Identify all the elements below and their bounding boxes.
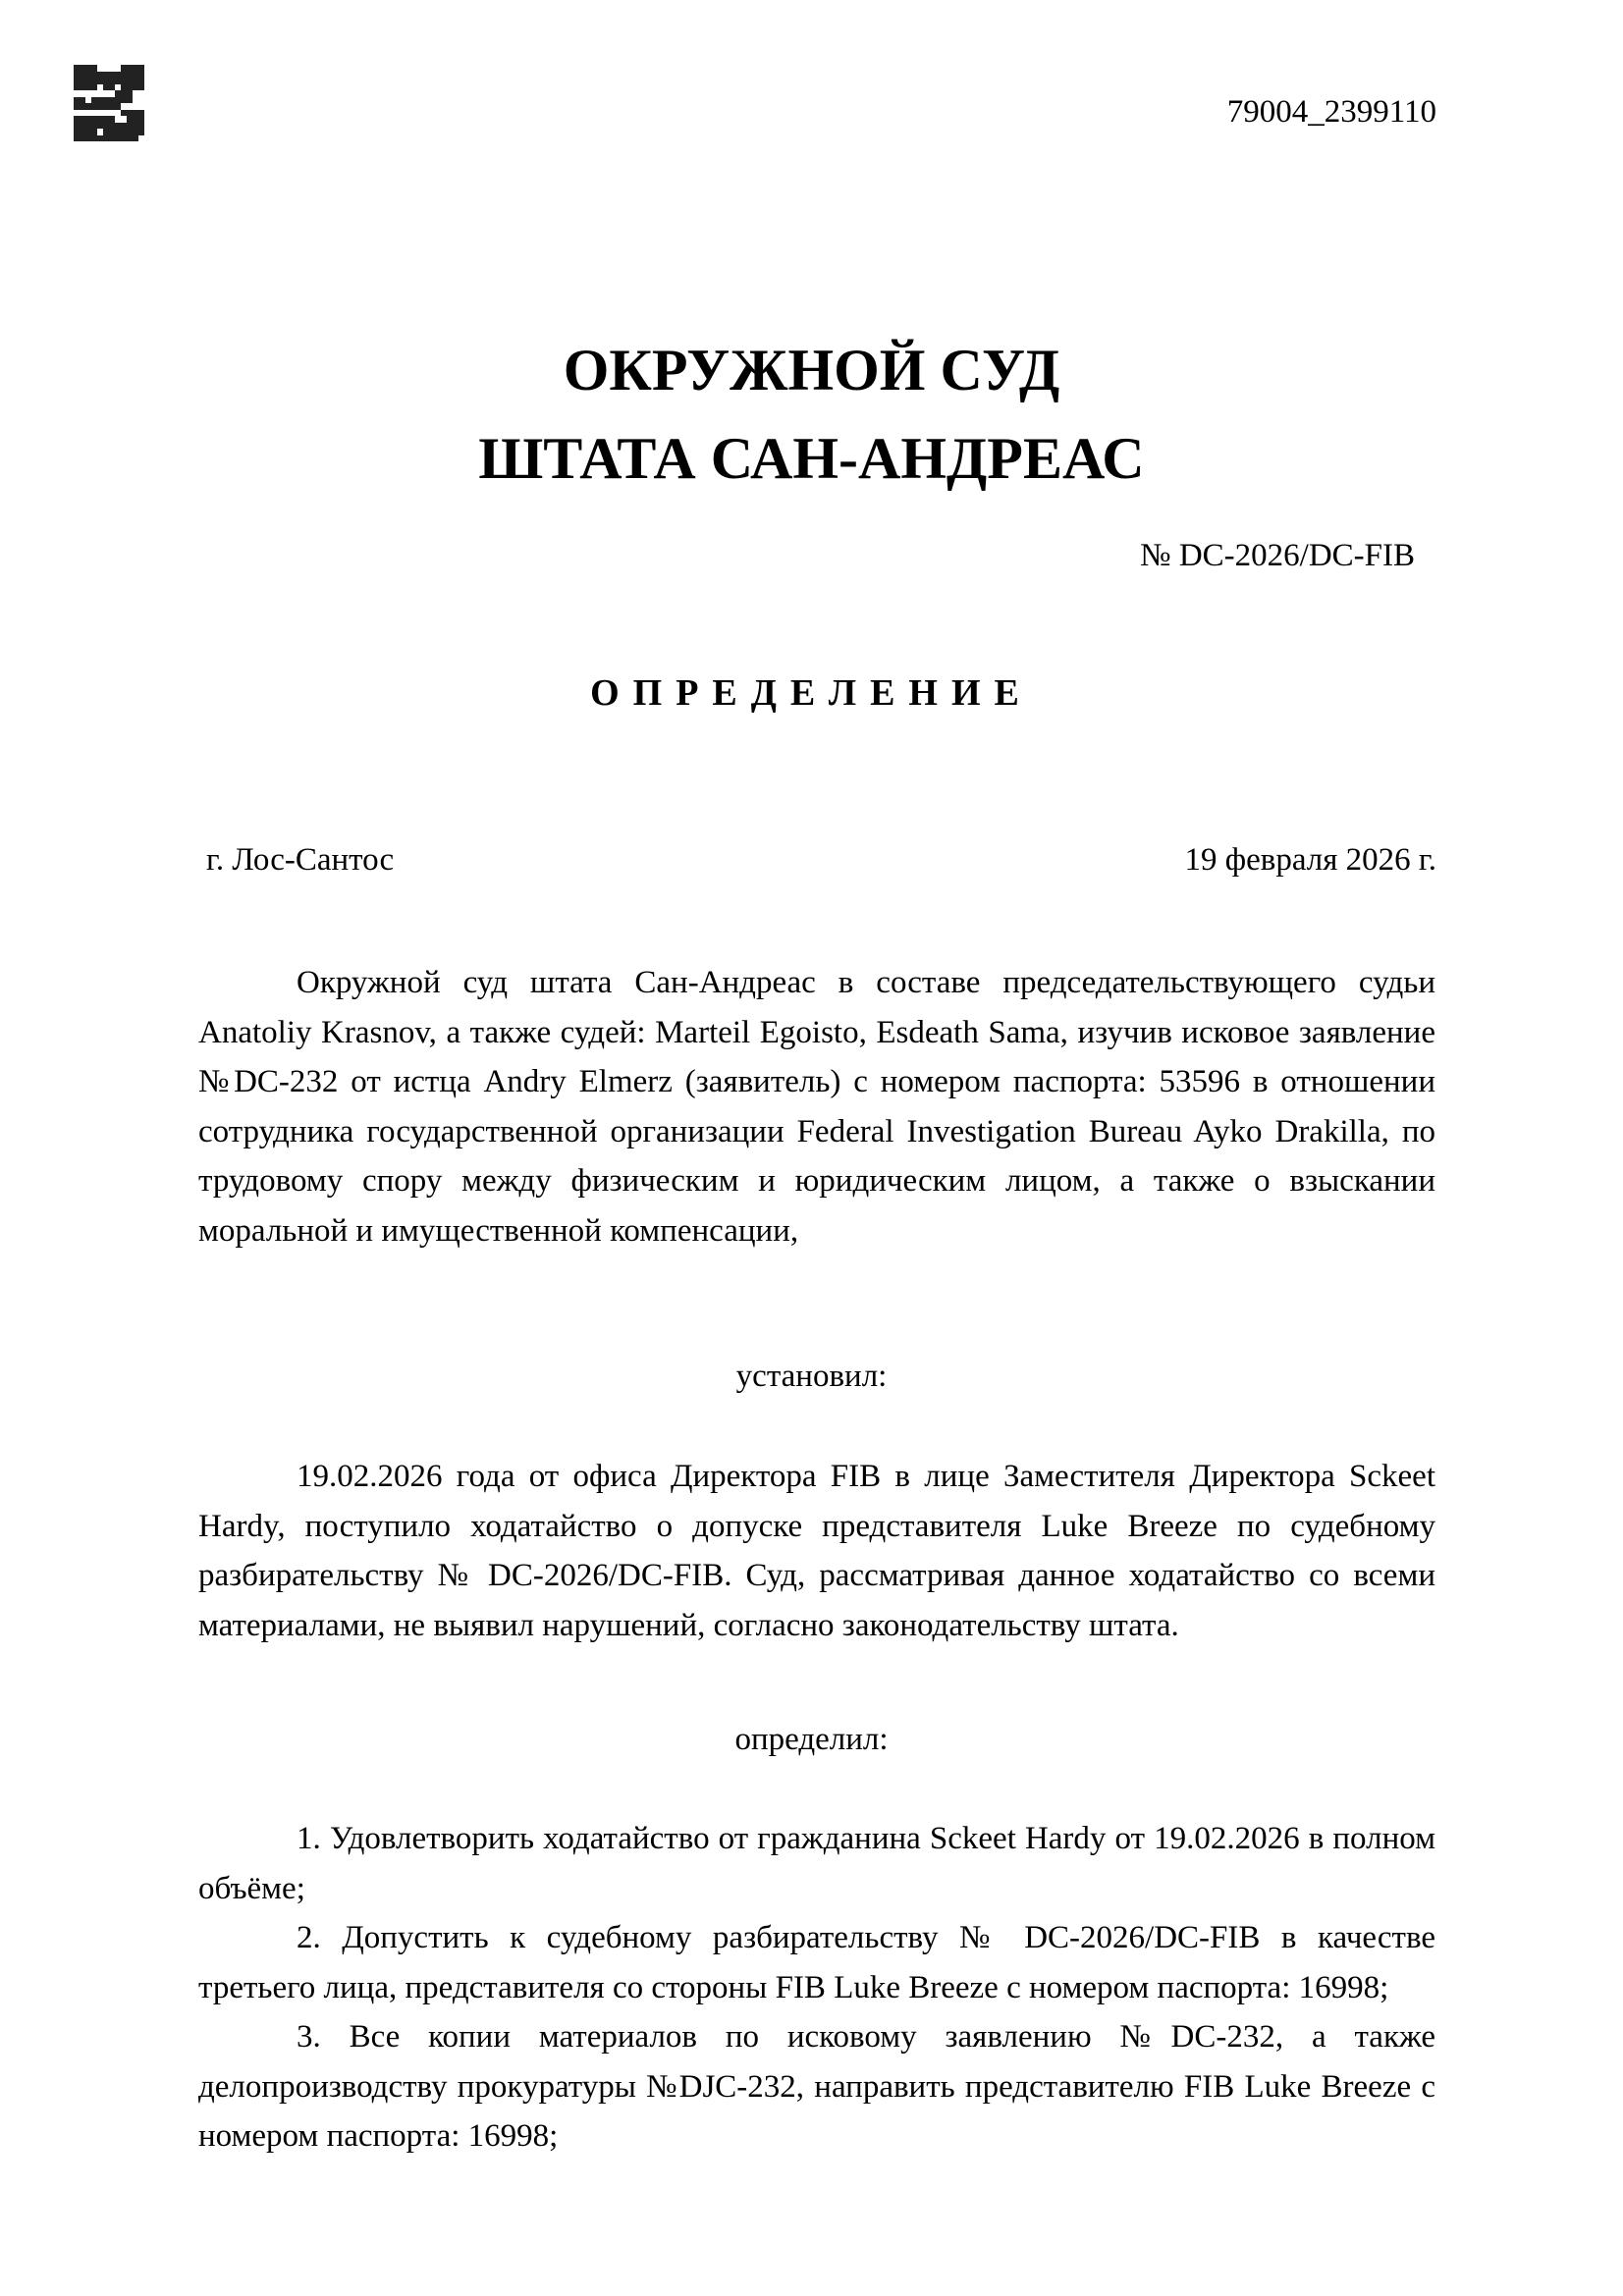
place: г. Лос-Сантос <box>206 842 395 878</box>
decided-label: определил: <box>734 1722 889 1757</box>
decision-items <box>198 1814 1435 2162</box>
court-title-line2: ШТАТА САН-АНДРЕАС <box>478 426 1145 491</box>
established-paragraph: 19.02.2026 года от офиса Директора FIB в лице Заместителя Директора Sckeet Hardy, поступило ходатайство о допуске представителя Luke Breeze по судебному разбирательству № DC-2026/DC-FIB. Суд, рассматривая данное ходатайство со всеми материалами, не выявил нарушений, согласно законодательству штата. <box>198 1459 1435 1643</box>
document-heading: ОПРЕДЕЛЕНИЕ <box>590 672 1033 714</box>
intro-paragraph: Окружной суд штата Сан-Андреас в составе председательствующего судьи Anatoliy Krasnov, а также судей: Marteil Egoisto, Esdeath Sama, изучив исковое заявление №DC-232 от истца Andry Elmerz (заявитель) с номером паспорта: 53596 в отношении сотрудника государственной организации Federal Investigation Bureau Ayko Drakilla, по трудовому спору между физическим и юридическим лицом, а также о взыскании моральной и имущественной компенсации, <box>198 965 1435 1249</box>
case-number: № DC-2026/DC-FIB <box>1140 538 1415 573</box>
court-title-line1: ОКРУЖНОЙ СУД <box>563 338 1060 402</box>
decision-item: 2. Допустить к судебному разбирательству № DC-2026/DC-FIB в качестве третьего лица, представителя со стороны FIB Luke Breeze с номером паспорта: 16998; <box>198 1920 1435 2005</box>
court-title <box>0 326 1623 503</box>
document-id: 79004_2399110 <box>1226 94 1436 130</box>
established-label: установил: <box>735 1359 888 1394</box>
date: 19 февраля 2026 г. <box>1184 842 1436 878</box>
decision-item: 3. Все копии материалов по исковому заявлению №DC-232, а также делопроизводству прокуратуры №DJC-232, направить представителю FIB Luke Breeze с номером паспорта: 16998; <box>198 2019 1435 2154</box>
qr-code-icon <box>74 65 144 141</box>
decision-item: 1. Удовлетворить ходатайство от гражданина Sckeet Hardy от 19.02.2026 в полном объёме; <box>198 1821 1435 1906</box>
